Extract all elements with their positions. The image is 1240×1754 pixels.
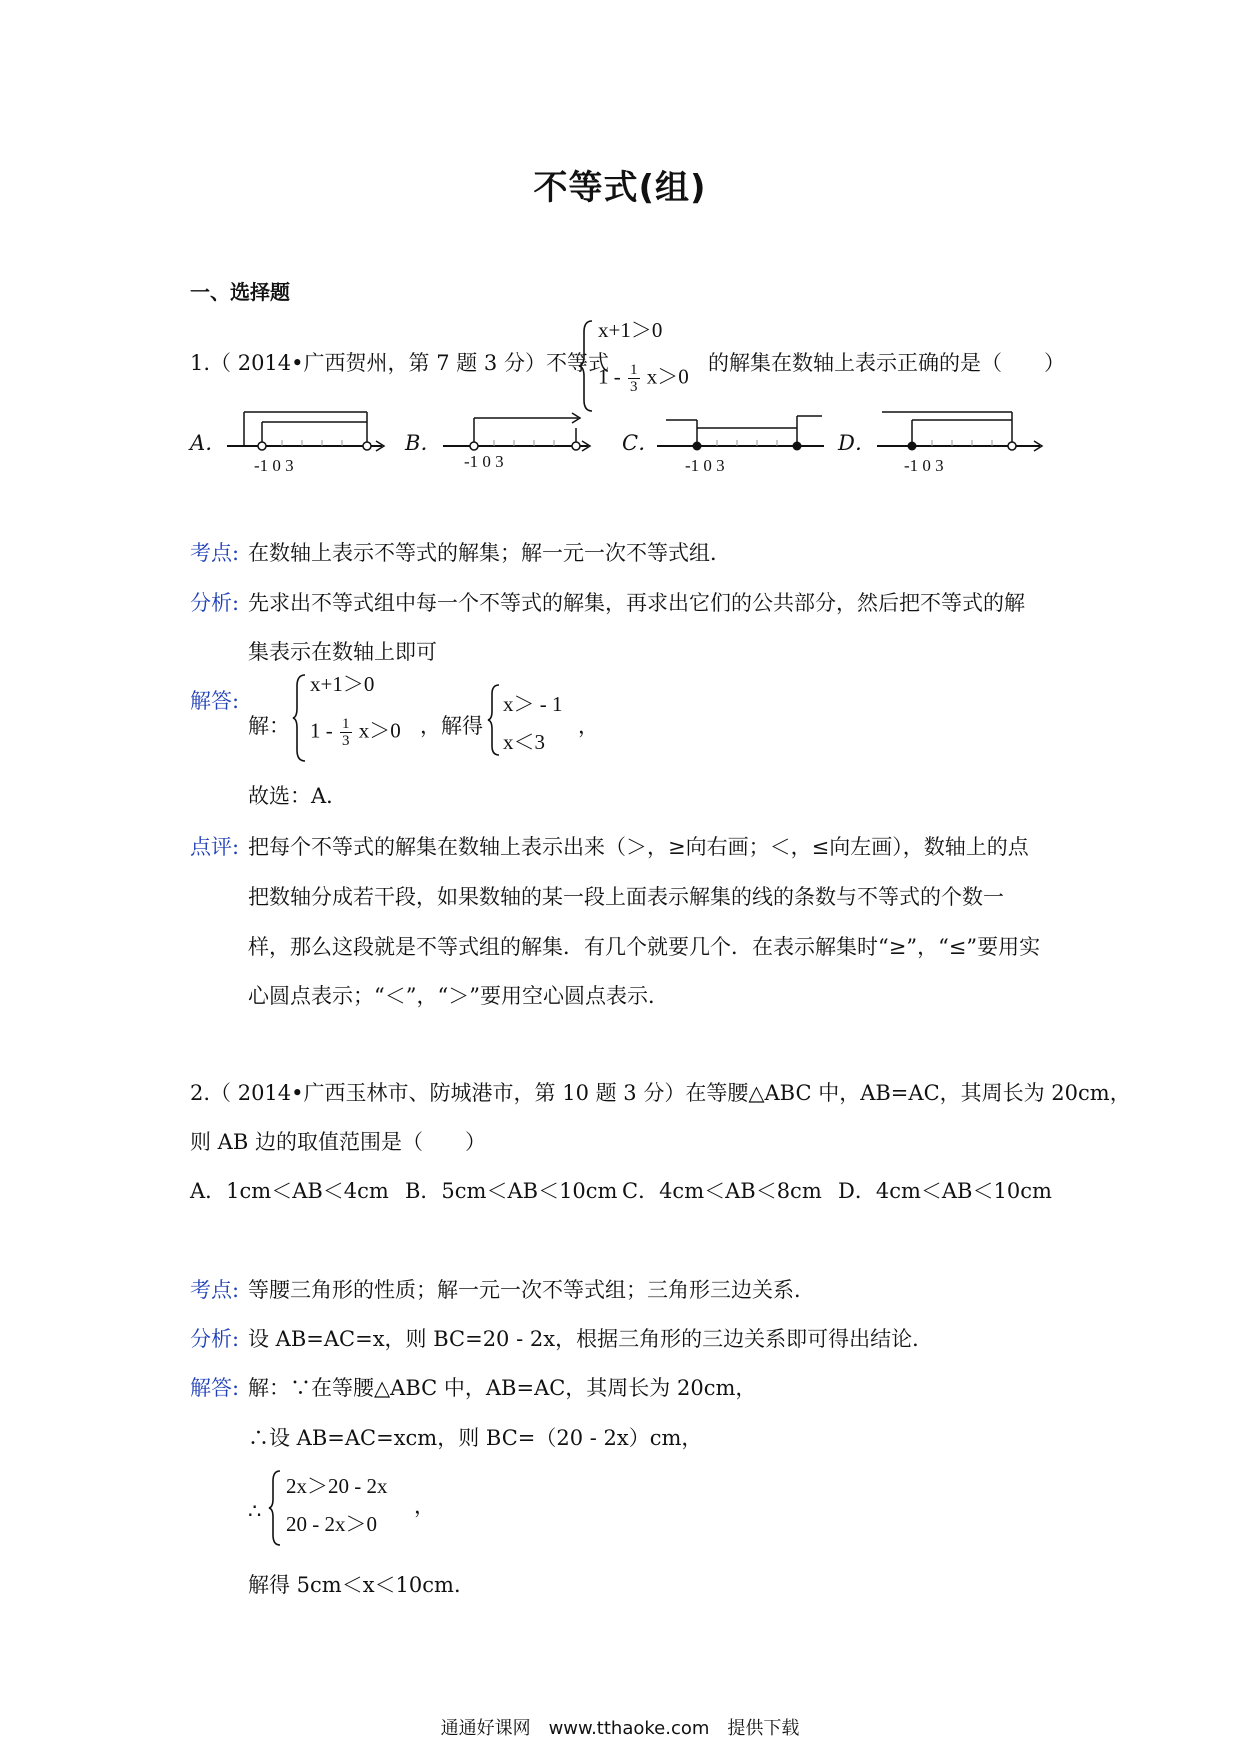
q1-option-b-ticks: -1 0 3	[464, 452, 504, 471]
section-heading: 一、选择题	[190, 280, 290, 304]
q1-option-a-numberline[interactable]	[222, 408, 392, 458]
q2-jieda-line2: ∴设 AB=AC=xcm，则 BC=（20 - 2x）cm，	[248, 1426, 703, 1450]
q1-option-d-ticks: -1 0 3	[904, 456, 944, 475]
q1-result-comma: ，	[578, 714, 599, 738]
q1-jie-ineq2-pre: 1 -	[310, 718, 333, 743]
q1-jieda-label: 解答:	[190, 689, 240, 713]
q1-stem-after: 的解集在数轴上表示正确的是（ ）	[708, 351, 1065, 375]
q2-option-a[interactable]: A．1cm＜AB＜4cm	[190, 1179, 389, 1203]
q2-system-ineq2: 20 - 2x＞0	[286, 1512, 377, 1536]
q1-dianping-line2: 把数轴分成若干段，如果数轴的某一段上面表示解集的线的条数与不等式的个数一	[248, 885, 1004, 909]
q1-kaodian-text: 在数轴上表示不等式的解集；解一元一次不等式组．	[248, 541, 731, 565]
q2-jieda-line1: 解：∵在等腰△ABC 中，AB=AC，其周长为 20cm，	[248, 1376, 757, 1400]
q1-stem-before: 1.（ 2014•广西贺州，第 7 题 3 分）不等式	[190, 351, 609, 375]
q1-frac-den: 3	[630, 379, 638, 395]
q2-stem-line2: 则 AB 边的取值范围是（ ）	[190, 1130, 486, 1154]
q1-jie-ineq2-post: x＞0	[358, 718, 401, 743]
q1-fenxi-line1: 先求出不等式组中每一个不等式的解集，再求出它们的公共部分，然后把不等式的解	[248, 591, 1025, 615]
q2-system-brace	[268, 1468, 284, 1548]
q1-guxuan: 故选：A．	[248, 784, 348, 808]
q1-jie-fraction	[340, 716, 352, 749]
q1-jie-ineq1: x+1＞0	[310, 672, 375, 696]
q1-option-c-label[interactable]: C．	[622, 431, 660, 455]
q2-jieda-label: 解答:	[190, 1376, 240, 1400]
q2-stem-line1: 2.（ 2014•广西玉林市、防城港市，第 10 题 3 分）在等腰△ABC 中，AB=AC，其周长为 20cm，	[190, 1081, 1131, 1105]
q1-result-1: x＞ - 1	[503, 692, 563, 716]
q1-jie-brace	[292, 672, 310, 764]
page-title: 不等式(组)	[533, 168, 707, 208]
q1-jie-frac-num: 1	[342, 716, 350, 732]
q1-kaodian-label: 考点:	[190, 541, 240, 565]
q2-option-c[interactable]: C．4cm＜AB＜8cm	[622, 1179, 822, 1203]
q1-ineq2	[598, 362, 689, 395]
q1-option-a-label[interactable]: A．	[190, 431, 227, 455]
q2-fenxi-label: 分析:	[190, 1327, 240, 1351]
q1-jie-text: 解：	[248, 714, 290, 738]
q2-option-b[interactable]: B．5cm＜AB＜10cm	[405, 1179, 618, 1203]
q1-ineq2-pre: 1 -	[598, 364, 621, 389]
q1-jiede-text: ，解得	[420, 714, 483, 738]
q1-option-b-label[interactable]: B．	[405, 431, 442, 455]
q1-ineq2-post: x＞0	[646, 364, 689, 389]
q1-jie-ineq2	[310, 716, 401, 749]
q2-system-comma: ，	[414, 1494, 435, 1518]
q2-jieda-line3: 解得 5cm＜x＜10cm．	[248, 1573, 475, 1597]
q1-option-a-ticks: -1 0 3	[254, 456, 294, 475]
q2-fenxi-text: 设 AB=AC=x，则 BC=20 - 2x，根据三角形的三边关系即可得出结论．	[248, 1327, 934, 1351]
q1-dianping-line1: 把每个不等式的解集在数轴上表示出来（＞，≥向右画；＜，≤向左画），数轴上的点	[248, 835, 1029, 859]
q2-system-ineq1: 2x＞20 - 2x	[286, 1474, 388, 1498]
q1-fenxi-label: 分析:	[190, 591, 240, 615]
q1-dianping-label: 点评:	[190, 835, 240, 859]
q1-dianping-line3: 样，那么这段就是不等式组的解集．有几个就要几个．在表示解集时“≥”，“≤”要用实	[248, 935, 1041, 959]
q2-kaodian-text: 等腰三角形的性质；解一元一次不等式组；三角形三边关系．	[248, 1278, 815, 1302]
q1-dianping-line4: 心圆点表示；“＜”，“＞”要用空心圆点表示．	[248, 984, 669, 1008]
q1-option-b-numberline[interactable]	[438, 408, 598, 458]
q1-result-brace	[487, 682, 503, 758]
q2-option-d[interactable]: D．4cm＜AB＜10cm	[838, 1179, 1052, 1203]
q1-fraction	[628, 362, 640, 395]
q1-result-2: x＜3	[503, 730, 545, 754]
q1-fenxi-line2: 集表示在数轴上即可	[248, 640, 437, 664]
q1-system-brace	[578, 318, 598, 414]
q1-option-c-ticks: -1 0 3	[685, 456, 725, 475]
q2-therefore: ∴	[248, 1499, 262, 1523]
q2-kaodian-label: 考点:	[190, 1278, 240, 1302]
q1-jie-frac-den: 3	[342, 733, 350, 749]
q1-option-d-label[interactable]: D．	[838, 431, 876, 455]
q1-option-d-numberline[interactable]	[872, 408, 1052, 458]
q1-option-c-numberline[interactable]	[652, 408, 832, 458]
q1-ineq1: x+1＞0	[598, 318, 663, 342]
q1-frac-num: 1	[630, 362, 638, 378]
page-footer: 通通好课网 www.tthaoke.com 提供下载	[440, 1718, 800, 1739]
